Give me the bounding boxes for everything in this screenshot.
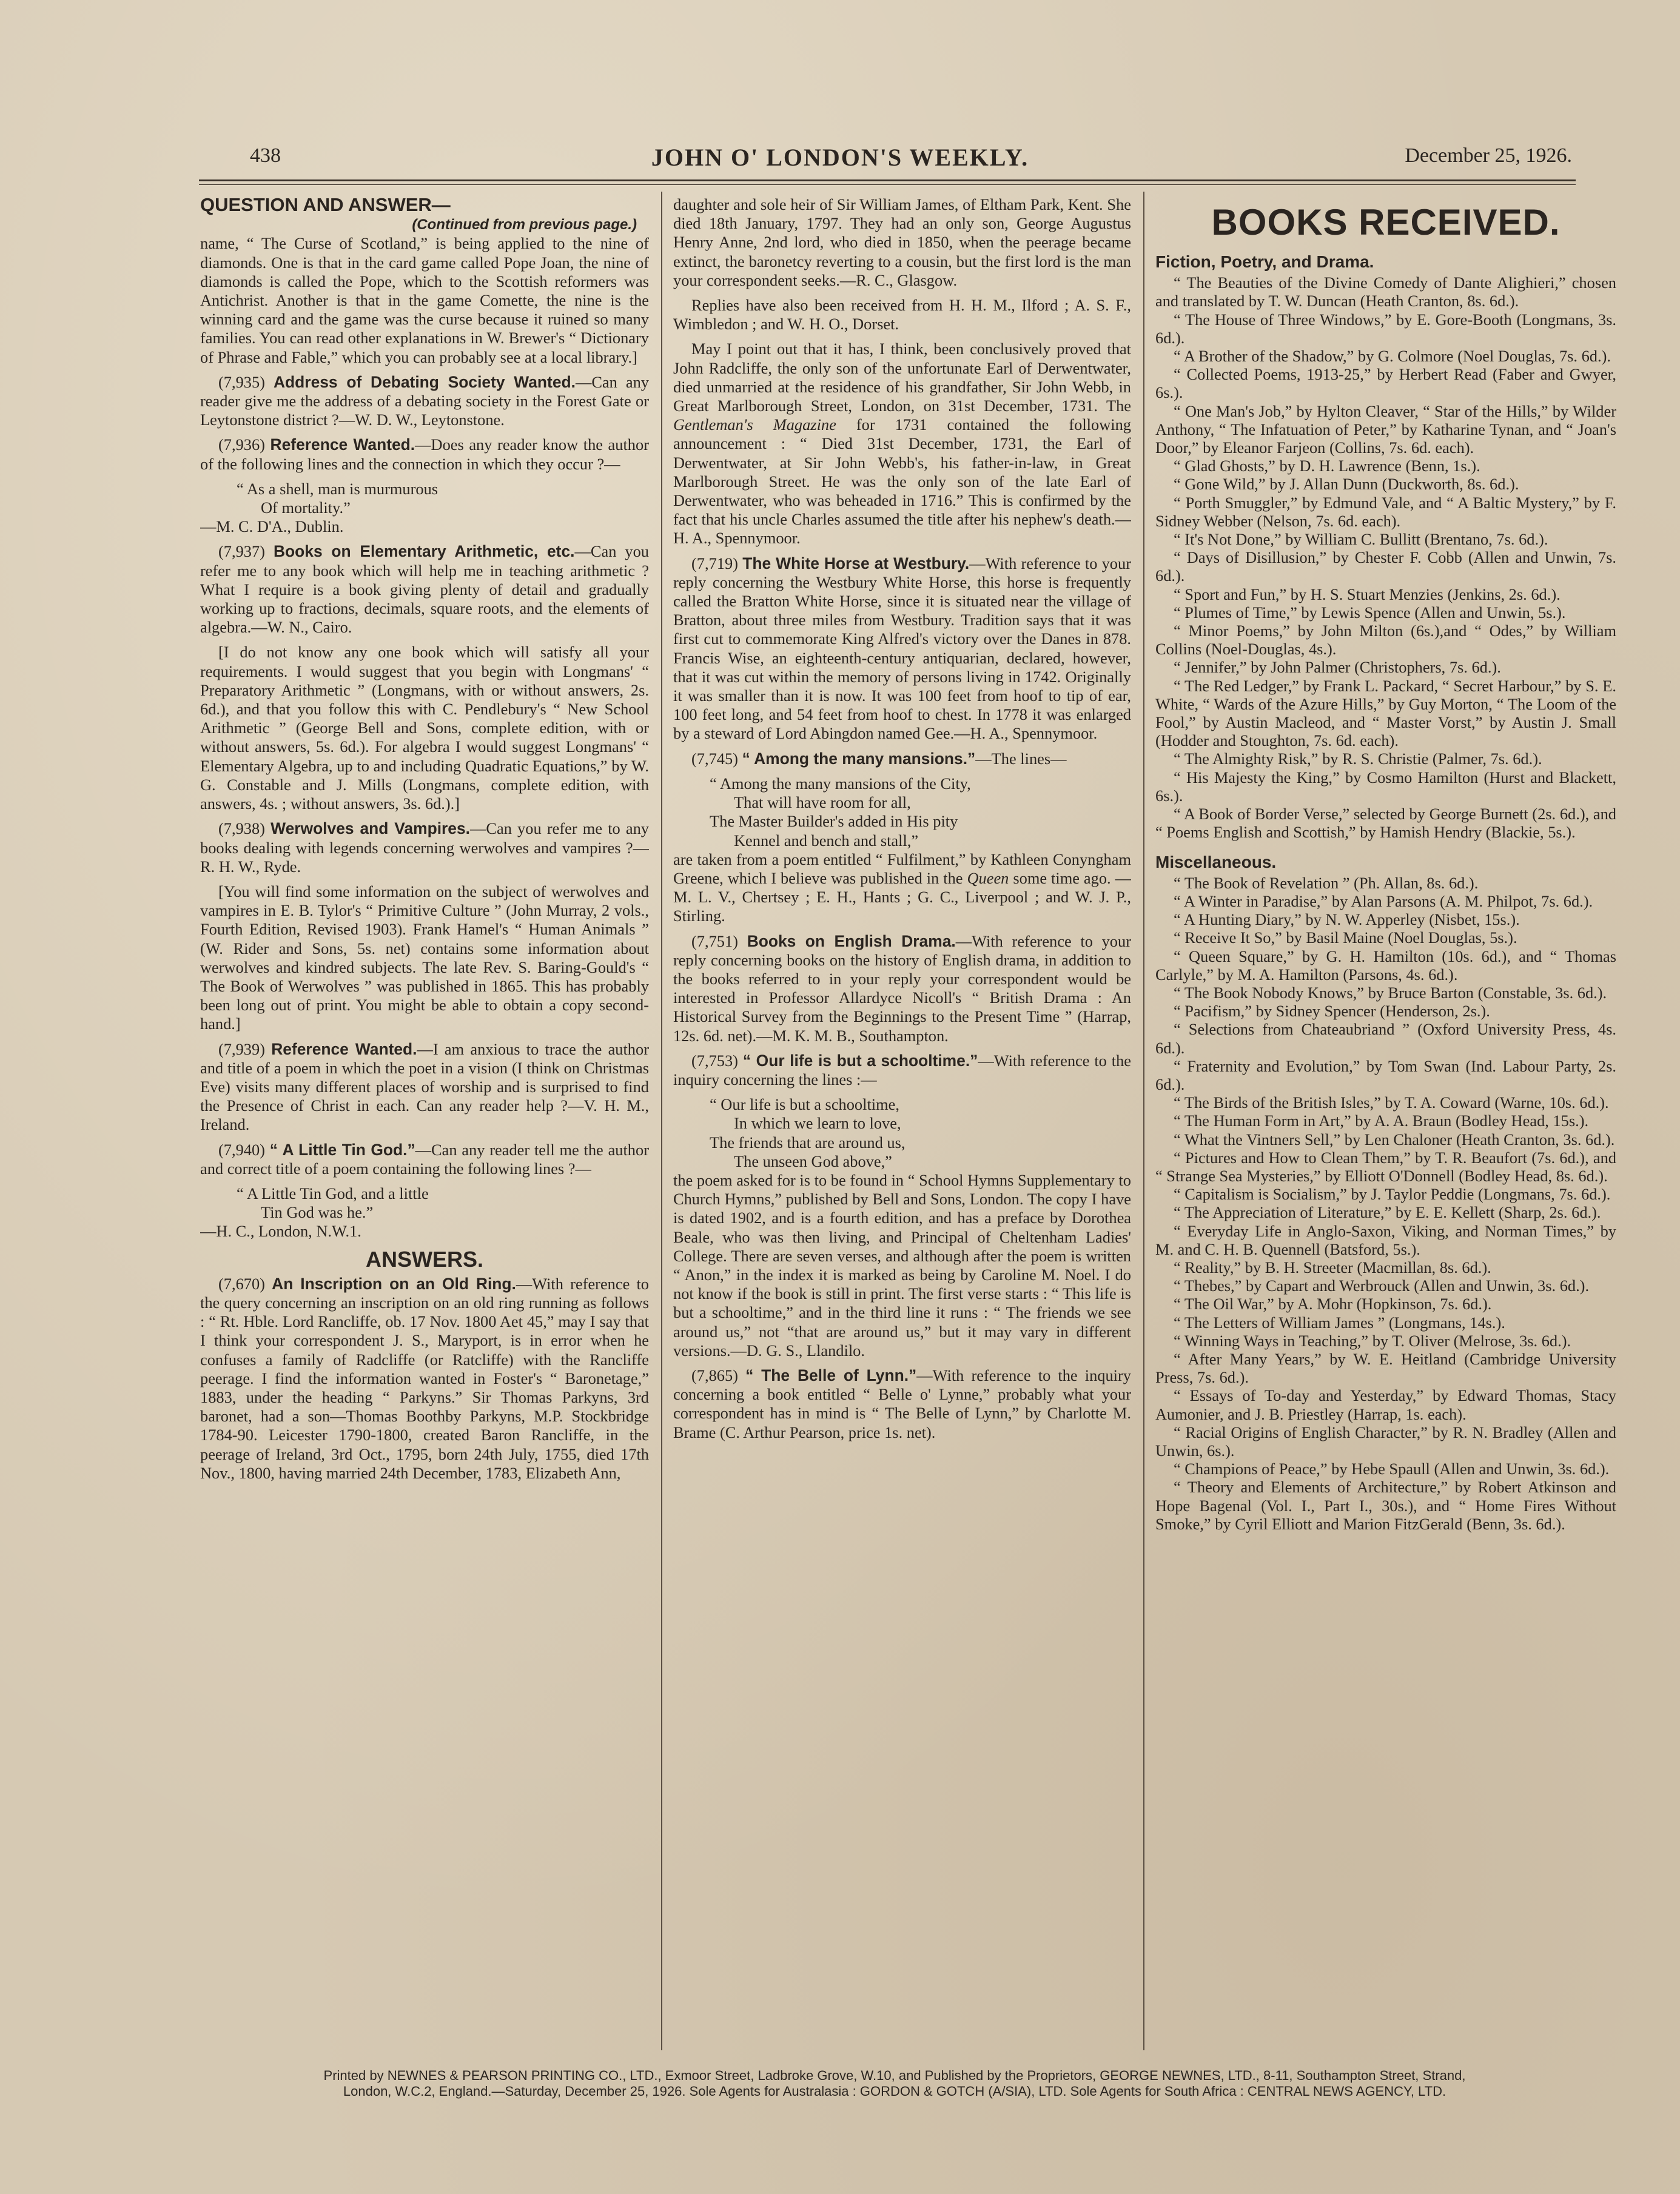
query-number: (7,937) (218, 542, 265, 561)
book-entry: “ Reality,” by B. H. Streeter (Macmillan, 8s. 6d.). (1174, 1258, 1491, 1276)
verse-quote (200, 480, 649, 517)
answer-number: (7,745) (691, 749, 738, 768)
query-number: (7,938) (218, 819, 265, 838)
continued-answer: daughter and sole heir of Sir William James, of Eltham Park, Kent. She died 18th January, 1797. They had an only son, George Augustus Henry Anne, 2nd lord, who died in 1850, when the peerage became extinct, the baronetcy reverting to a cousin, but the first lord is the man your correspondent seeks.—R. C., Glasgow. (673, 195, 1131, 289)
query-number: (7,936) (218, 435, 265, 454)
answer-7719 (673, 554, 1131, 743)
answer-text: May I point out that it has, I think, been conclusively proved that John Radcliffe, the only son of the unfortunate Earl of Derwentwater, died unmarried at the residence of his grandfather, Sir John Webb, in Great Marlborough Street, London, on 31st December, 1731. The (673, 340, 1131, 415)
book-entry: “ A Hunting Diary,” by N. W. Apperley (Nisbet, 15s.). (1174, 910, 1520, 929)
section-title: QUESTION AND ANSWER— (200, 195, 451, 215)
book-entry: “ The Oil War,” by A. Mohr (Hopkinson, 7s. 6d.). (1174, 1295, 1492, 1313)
book-entry: “ The Red Ledger,” by Frank L. Packard, “ Secret Harbour,” by S. E. White, “ Wards of the Azure Hills,” by Guy Morton, “ The Loom of the Fool,” by Austin Macleod, and “ Master Vorst,” by Austin J. Small (Hodder and Stoughton, 7s. 6d. each). (1155, 676, 1616, 750)
book-entry: “ The Letters of William James ” (Longmans, 14s.). (1174, 1313, 1505, 1332)
book-entry: “ Everyday Life in Anglo-Saxon, Viking, and Norman Times,” by M. and C. H. B. Quennell (Batsford, 5s.). (1155, 1221, 1616, 1258)
book-entry: “ Porth Smuggler,” by Edmund Vale, and “ A Baltic Mystery,” by F. Sidney Webber (Nelson, 7s. 6d. each). (1155, 493, 1616, 530)
answer-continuation: the poem asked for is to be found in “ School Hymns Supplementary to Church Hymns,” published by Bell and Sons, London. The copy I have is dated 1902, and is a fourth edition, and has a preface by Dorothea Beale, who was then living, and Principal of Cheltenham Ladies' College. There are seven verses, and although after the poem is written “ Anon,” in the index it is marked as being by Caroline M. Noel. I do not know if the book is still in print. The first verse starts : “ This life is but a schooltime,” and in the third line it runs : “ The friends we see around us,” not “that are around us,” but it may vary in different versions.—D. G. S., Llandilo. (673, 1170, 1131, 1360)
book-entry: “ A Book of Border Verse,” selected by George Burnett (2s. 6d.), and “ Poems English and Scottish,” by Hamish Hendry (Blackie, 5s.). (1155, 805, 1616, 842)
book-entry: “ Theory and Elements of Architecture,” by Robert Atkinson and Hope Bagenal (Vol. I., Part I., 30s.), and “ Home Fires Without Smoke,” by Cyril Elliott and Marion FitzGerald (Benn, 3s. 6d.). (1155, 1478, 1616, 1533)
query-body: —Can you refer me to any books dealing with legends concerning werwolves and vampires ?—R. H. W., Ryde. (200, 819, 649, 876)
query-number: (7,940) (218, 1140, 265, 1159)
book-entry: “ Racial Origins of English Character,” by R. N. Bradley (Allen and Unwin, 6s.). (1155, 1423, 1616, 1460)
answer-body: —The lines— (975, 749, 1067, 768)
query-body: —Can any reader tell me the author and correct title of a poem containing the following lines ?— (200, 1140, 649, 1178)
book-entry: “ His Majesty the King,” by Cosmo Hamilton (Hurst and Blackett, 6s.). (1155, 768, 1616, 805)
category-miscellaneous-heading: Miscellaneous. (1155, 852, 1277, 871)
book-entry: “ The Book of Revelation ” (Ph. Allan, 8s. 6d.). (1174, 873, 1479, 892)
header-rule-bottom (199, 184, 1576, 185)
issue-date: December 25, 1926. (1405, 144, 1572, 167)
verse-quote (673, 774, 1131, 850)
answer-heading: Books on English Drama. (747, 931, 956, 950)
book-entry: “ One Man's Job,” by Hylton Cleaver, “ Star of the Hills,” by Wilder Anthony, “ The Infatuation of Peter,” by Katharine Tynan, and “ Joan's Door,” by Eleanor Farjeon (Collins, 7s. 6d. each). (1155, 401, 1616, 457)
answer-body: —With reference to the inquiry concerning a book entitled “ Belle o' Lynne,” probably what your correspondent has in mind is “ The Belle of Lynn,” by Charlotte M. Brame (C. Arthur Pearson, price 1s. net). (673, 1366, 1131, 1441)
book-entry: “ Receive It So,” by Basil Maine (Noel Douglas, 5s.). (1174, 928, 1517, 947)
book-entry: “ After Many Years,” by W. E. Heitland (Cambridge University Press, 7s. 6d.). (1155, 1349, 1616, 1387)
book-entry: “ Winning Ways in Teaching,” by T. Oliver (Melrose, 3s. 6d.). (1174, 1331, 1571, 1350)
book-entry: “ A Winter in Paradise,” by Alan Parsons (A. M. Philpot, 7s. 6d.). (1174, 891, 1593, 910)
answer-text: are taken from a poem entitled “ Fulfilment,” by Kathleen Conyngham Greene, which I believe was published in the (673, 850, 1131, 887)
column-question-and-answer (200, 195, 649, 2051)
column-books-received (1155, 195, 1616, 2051)
query-body: —Can you refer me to any book which will help me in teaching arithmetic ? What I require is a book giving plenty of detail and gradually working up to fractions, decimals, square roots, and the elements of algebra.—W. N., Cairo. (200, 542, 649, 637)
verse-quote (673, 1095, 1131, 1171)
answer-heading: “ Our life is but a schooltime.” (742, 1051, 978, 1070)
answer-heading: The White Horse at Westbury. (742, 554, 970, 572)
category-fiction-heading: Fiction, Poetry, and Drama. (1155, 252, 1374, 271)
verse-line: Tin God was he.” (261, 1203, 374, 1222)
verse-line: “ Among the many mansions of the City, (710, 774, 971, 793)
book-entry: “ Fraternity and Evolution,” by Tom Swan (Ind. Labour Party, 2s. 6d.). (1155, 1056, 1616, 1093)
answer-number: (7,865) (691, 1366, 738, 1384)
answer-7751 (673, 932, 1131, 1045)
miscellaneous-book-list (1155, 874, 1616, 1533)
answer-number: (7,751) (691, 931, 738, 950)
book-entry: “ It's Not Done,” by William C. Bullitt (Brentano, 7s. 6d.). (1174, 530, 1548, 549)
book-entry: “ The Birds of the British Isles,” by T. A. Coward (Warne, 10s. 6d.). (1174, 1093, 1609, 1112)
printer-imprint (200, 2068, 1589, 2099)
header-rule-top (199, 179, 1576, 181)
book-entry: “ Capitalism is Socialism,” by J. Taylor Peddie (Longmans, 7s. 6d.). (1174, 1185, 1611, 1204)
answer-7753 (673, 1052, 1131, 1089)
answer-text: for 1731 contained the following announcement : “ Died 31st December, 1731, the Earl of Derwentwater, at Sir John Webb's, his father-in-law, in Great Marlborough Street. He was the only son of the late Earl of Derwentwater, who was beheaded in 1716.” This is confirmed by the fact that his uncle Charles assumed the title after his nephew's death.—H. A., Spennymoor. (673, 415, 1131, 548)
publication-title: Gentleman's Magazine (673, 415, 836, 434)
verse-line: Of mortality.” (261, 498, 351, 517)
book-entry: “ Sport and Fun,” by H. S. Stuart Menzies (Jenkins, 2s. 6d.). (1174, 585, 1561, 603)
answer-body: —With reference to your reply concerning books on the history of English drama, in addition to the books referred to in your reply your correspondent would be interested in Professor Allardyce Nicoll's “ British Drama : An Historical Survey from the Beginnings to the Present Time ” (Harrap, 12s. 6d. net).—M. K. M. B., Southampton. (673, 931, 1131, 1045)
continued-note: (Continued from previous page.) (412, 216, 637, 233)
book-entry: “ Minor Poems,” by John Milton (6s.),and “ Odes,” by William Collins (Noel-Douglas, 4s.). (1155, 622, 1616, 659)
book-entry: “ The Human Form in Art,” by A. A. Braun (Bodley Head, 15s.). (1174, 1112, 1589, 1130)
book-entry: “ Gone Wild,” by J. Allan Dunn (Duckworth, 8s. 6d.). (1174, 475, 1519, 494)
answer-heading: “ Among the many mansions.” (742, 749, 976, 768)
editor-answer: [You will find some information on the subject of werwolves and vampires in E. B. Tylor's “ Primitive Culture ” (John Murray, 2 vols., Fourth Edition, Revised 1903). Frank Hamel's “ Human Animals ” (W. Rider and Sons, 5s. net) contains some information about werwolves and kindred subjects. The late Rev. S. Baring-Gould's “ The Book of Werwolves ” was published in 1865. This has probably been long out of print. You might be able to obtain a copy second-hand.] (200, 882, 649, 1033)
answer-continuation (673, 850, 1131, 926)
query-number: (7,935) (218, 372, 265, 391)
imprint-line: Printed by NEWNES & PEARSON PRINTING CO., LTD., Exmoor Street, Ladbroke Grove, W.10, and Published by the Proprietors, GEORGE NEWNES, LTD., 8-11, Southampton Street, Strand, (323, 2068, 1466, 2083)
answer-body: —With reference to the query concerning an inscription on an old ring running as follows : “ Rt. Hble. Lord Rancliffe, ob. 17 Nov. 1800 Aet 45,” may I say that I think your correspondent J. S., Maryport, is in error when he confuses a family of Radcliffe (or Ratcliffe) with the Rancliffe peerage. I find the information wanted in Foster's “ Baronetage,” 1883, under the heading “ Parkyns.” Sir Thomas Parkyns, 3rd baronet, had a son—Thomas Boothby Parkyns, M.P. Stockbridge 1784-90. Leicester 1790-1800, created Baron Rancliffe, in the peerage of Ireland, 3rd Oct., 1795, born 24th July, 1755, died 17th Nov., 1800, having married 24th December, 1783, Elizabeth Ann, (200, 1274, 649, 1482)
verse-line: In which we learn to love, (734, 1114, 901, 1133)
query-number: (7,939) (218, 1039, 265, 1058)
query-heading: Reference Wanted. (270, 435, 415, 454)
book-entry: “ Plumes of Time,” by Lewis Spence (Allen and Unwin, 5s.). (1174, 603, 1566, 622)
answer-heading: “ The Belle of Lynn.” (745, 1366, 917, 1384)
query-body: —Does any reader know the author of the following lines and the connection in which they occur ?— (200, 435, 649, 473)
book-entry: “ The House of Three Windows,” by E. Gore-Booth (Longmans, 3s. 6d.). (1155, 310, 1616, 347)
book-entry: “ What the Vintners Sell,” by Len Chaloner (Heath Cranton, 3s. 6d.). (1174, 1130, 1615, 1149)
book-entry: “ Collected Poems, 1913-25,” by Herbert Read (Faber and Gwyer, 6s.). (1155, 365, 1616, 402)
continued-paragraph: name, “ The Curse of Scotland,” is being applied to the nine of diamonds. One is that in the card game called Pope Joan, the nine of diamonds is called the Pope, which to the Scottish reformers was Antichrist. Another is that in the game Comette, the nine is the winning card and the game was the curse because it ruined so many families. You can read other explanations in W. Brewer's “ Dictionary of Phrase and Fable,” which you can probably see at a local library.] (200, 234, 649, 366)
book-entry: “ Queen Square,” by G. H. Hamilton (10s. 6d.), and “ Thomas Carlyle,” by M. A. Hamilton (Parsons, 4s. 6d.). (1155, 947, 1616, 984)
query-heading: Books on Elementary Arithmetic, etc. (273, 542, 575, 561)
query-7935 (200, 373, 649, 430)
book-entry: “ The Beauties of the Divine Comedy of Dante Alighieri,” chosen and translated by T. W. Duncan (Heath Cranton, 8s. 6d.). (1155, 273, 1616, 310)
verse-quote (200, 1184, 649, 1222)
book-entry: “ Pictures and How to Clean Them,” by T. R. Beaufort (7s. 6d.), and “ Strange Sea Mysteries,” by Elliott O'Donnell (Bodley Head, 8s. 6d.). (1155, 1148, 1616, 1185)
query-heading: Werwolves and Vampires. (270, 819, 470, 838)
verse-line: Kennel and bench and stall,” (734, 831, 919, 850)
imprint-line: London, W.C.2, England.—Saturday, December 25, 1926. Sole Agents for Australasia : GORDON & GOTCH (A/SIA), LTD. Sole Agents for South Africa : CENTRAL NEWS AGENCY, LTD. (343, 2084, 1446, 2099)
query-body: —Can any reader give me the address of a debating society in the Forest Gate or Leytonstone district ?—W. D. W., Leytonstone. (200, 372, 649, 429)
column-divider-2 (1143, 192, 1144, 2050)
book-entry: “ Essays of To-day and Yesterday,” by Edward Thomas, Stacy Aumonier, and J. B. Priestley (Harrap, 1s. each). (1155, 1386, 1616, 1423)
column-answers (673, 195, 1131, 2051)
book-entry: “ Thebes,” by Capart and Werbrouck (Allen and Unwin, 3s. 6d.). (1174, 1276, 1590, 1295)
column-divider-1 (661, 192, 662, 2050)
verse-line: “ As a shell, man is murmurous (237, 479, 438, 498)
answer-7745 (673, 750, 1131, 768)
book-entry: “ Days of Disillusion,” by Chester F. Cobb (Allen and Unwin, 7s. 6d.). (1155, 548, 1616, 585)
verse-line: That will have room for all, (734, 793, 911, 812)
answer-heading: An Inscription on an Old Ring. (272, 1274, 516, 1293)
answer-text: some time ago. —M. L. V., Chertsey ; E. H., Hants ; G. C., Liverpool ; and W. J. P., Stirling. (673, 868, 1131, 925)
query-heading: Address of Debating Society Wanted. (274, 372, 576, 391)
verse-line: The Master Builder's added in His pity (710, 812, 958, 831)
answer-number: (7,670) (218, 1274, 265, 1293)
query-7940 (200, 1141, 649, 1178)
book-entry: “ Champions of Peace,” by Hebe Spaull (Allen and Unwin, 3s. 6d.). (1174, 1460, 1610, 1478)
masthead: JOHN O' LONDON'S WEEKLY. (651, 144, 1029, 171)
book-entry: “ Selections from Chateaubriand ” (Oxford University Press, 4s. 6d.). (1155, 1020, 1616, 1057)
answer-body: —With reference to your reply concerning the Westbury White Horse, this horse is frequently called the Bratton White Horse, since it is situated near the village of Bratton, about three miles from Westbury. Tradition says that it was first cut to commemorate King Alfred's victory over the Danes in 878. Francis Wise, an eighteenth-century antiquarian, declared, however, that it was cut within the memory of persons living in 1742. Originally it was smaller than it is now. It was 100 feet from hoof to tip of ear, 100 feet long, and 54 feet from hoof to chest. In 1778 it was enlarged by a steward of Lord Abingdon named Gee.—H. A., Spennymoor. (673, 554, 1131, 743)
page-number: 438 (250, 144, 281, 167)
verse-line: The friends that are around us, (710, 1133, 906, 1152)
query-7936 (200, 435, 649, 473)
answer-7670 (200, 1275, 649, 1483)
answers-heading: ANSWERS. (365, 1246, 483, 1272)
signature: —M. C. D'A., Dublin. (200, 517, 344, 536)
answer-body: —With reference to the inquiry concerning the lines :— (673, 1051, 1131, 1089)
query-7939 (200, 1040, 649, 1135)
verse-line: “ Our life is but a schooltime, (710, 1095, 899, 1114)
answer-number: (7,719) (691, 554, 738, 572)
book-entry: “ Pacifism,” by Sidney Spencer (Henderson, 2s.). (1174, 1002, 1490, 1021)
book-entry: “ The Appreciation of Literature,” by E. E. Kellett (Sharp, 2s. 6d.). (1174, 1203, 1601, 1222)
query-heading: “ A Little Tin God.” (269, 1140, 415, 1159)
replies-received: Replies have also been received from H. H. M., Ilford ; A. S. F., Wimbledon ; and W. H. O., Dorset. (673, 296, 1131, 334)
books-received-title: BOOKS RECEIVED. (1211, 202, 1561, 243)
editor-answer: [I do not know any one book which will satisfy all your requirements. I would suggest that you begin with Longmans' “ Preparatory Arithmetic ” (Longmans, with or without answers, 2s. 6d.), and that you follow this with C. Pendlebury's “ New School Arithmetic ” (George Bell and Sons, complete edition, with or without answers, 5s. 6d.). For algebra I would suggest Longmans' “ Elementary Algebra, up to and including Quadratic Equations,” by W. G. Constable and J. Mills (Longmans, complete edition, with answers, 4s. ; without answers, 3s. 6d.).] (200, 643, 649, 813)
query-heading: Reference Wanted. (271, 1039, 417, 1058)
verse-line: “ A Little Tin God, and a little (237, 1184, 429, 1203)
answer-number: (7,753) (691, 1051, 738, 1070)
signature: —H. C., London, N.W.1. (200, 1222, 361, 1241)
book-entry: “ Jennifer,” by John Palmer (Christophers, 7s. 6d.). (1174, 658, 1501, 677)
publication-title: Queen (967, 868, 1009, 887)
answer-paragraph (673, 340, 1131, 548)
book-entry: “ The Book Nobody Knows,” by Bruce Barton (Constable, 3s. 6d.). (1174, 983, 1607, 1002)
book-entry: “ The Almighty Risk,” by R. S. Christie (Palmer, 7s. 6d.). (1174, 750, 1542, 768)
book-entry: “ A Brother of the Shadow,” by G. Colmore (Noel Douglas, 7s. 6d.). (1174, 347, 1611, 366)
fiction-book-list (1155, 273, 1616, 841)
query-7938 (200, 819, 649, 876)
query-body: —I am anxious to trace the author and title of a poem in which the poet in a vision (I think on Christmas Eve) visits many different places of worship and is surprised to find the Presence of Christ in each. Can any reader help ?—V. H. M., Ireland. (200, 1039, 649, 1134)
query-7937 (200, 542, 649, 637)
answer-7865 (673, 1366, 1131, 1442)
book-entry: “ Glad Ghosts,” by D. H. Lawrence (Benn, 1s.). (1174, 457, 1480, 475)
verse-line: The unseen God above,” (734, 1152, 892, 1170)
